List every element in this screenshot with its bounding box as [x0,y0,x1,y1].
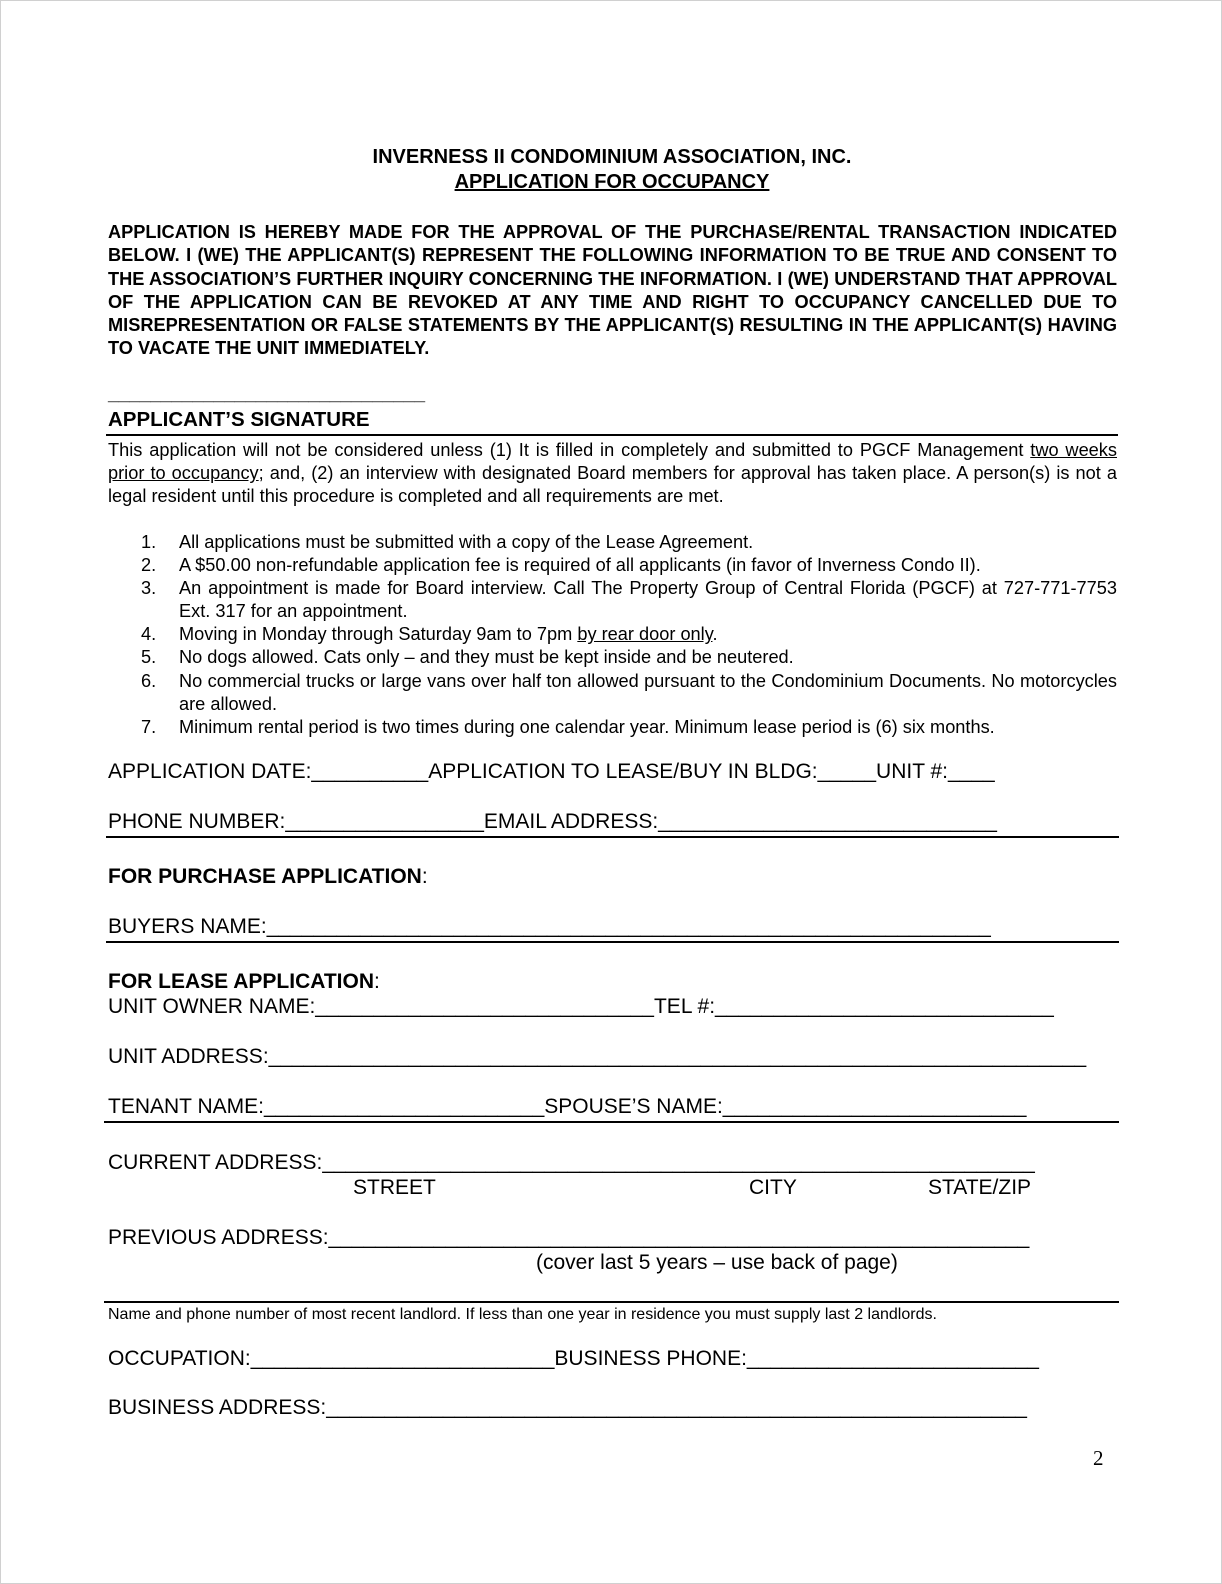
intro-underlined: two weeks prior to occupancy [108,440,1117,484]
lease-heading: FOR LEASE APPLICATION: [108,970,380,993]
buyers-name-field[interactable]: BUYERS NAME:______________________________________________________________ [108,915,991,938]
section-rule [104,1301,1119,1303]
form-title [1,171,1222,194]
list-item: 4. Moving in Monday through Saturday 9am to 7pm by rear door only. [141,624,718,645]
intro-paragraph [108,439,1117,509]
business-address-field[interactable]: BUSINESS ADDRESS:____________________________________________________________ [108,1396,1027,1419]
declaration-paragraph: APPLICATION IS HEREBY MADE FOR THE APPROVAL OF THE PURCHASE/RENTAL TRANSACTION INDICATED BELOW. I (WE) THE APPLICANT(S) REPRESENT THE FOLLOWING INFORMATION TO BE TRUE AND CONSENT TO THE ASSOCIATION’S FURTHER INQUIRY CONCERNING THE INFORMATION. I (WE) UNDERSTAND THAT APPROVAL OF THE APPLICATION CAN BE REVOKED AT ANY TIME AND RIGHT TO OCCUPANCY CANCELLED DUE TO MISREPRESENTATION OR FALSE STATEMENTS BY THE APPLICANT(S) RESULTING IN THE APPLICANT(S) HAVING TO VACATE THE UNIT IMMEDIATELY. [108,222,1117,359]
signature-rule [106,434,1118,436]
signature-blank[interactable]: ______________________________ [108,384,426,405]
list-item: 5. No dogs allowed. Cats only – and they must be kept inside and be neutered. [141,647,794,668]
list-item: 3. An appointment is made for Board interview. Call The Property Group of Central Florida (PGCF) at 727-771-7753 Ext. 317 for an appointment. [141,578,1117,622]
section-rule [104,1121,1119,1123]
intro-part-2: ; and, (2) an interview with designated Board members for approval has taken place. A person(s) is not a legal resident until this procedure is completed and all requirements are met. [108,463,1117,507]
requirements-list [108,531,1117,739]
signature-label: APPLICANT’S SIGNATURE [108,408,370,431]
section-rule [106,941,1119,943]
section-rule [106,836,1119,838]
current-address-field[interactable]: CURRENT ADDRESS:_____________________________________________________________ [108,1151,1035,1174]
previous-address-field[interactable]: PREVIOUS ADDRESS:____________________________________________________________ [108,1226,1030,1249]
list-item: 7. Minimum rental period is two times during one calendar year. Minimum lease period is (6) six months. [141,716,995,737]
form-title-text: APPLICATION FOR OCCUPANCY [454,171,770,193]
landlord-note: Name and phone number of most recent landlord. If less than one year in residence you must supply last 2 landlords. [108,1306,937,1323]
phone-email-field[interactable]: PHONE NUMBER:_________________EMAIL ADDRESS:_____________________________ [108,810,997,833]
page-number: 2 [1093,1446,1104,1470]
purchase-heading: FOR PURCHASE APPLICATION: [108,865,428,888]
organization-name: INVERNESS II CONDOMINIUM ASSOCIATION, INC. [372,146,852,168]
intro-part-1: This application will not be considered unless (1) It is filled in completely and submitted to PGCF Management [108,440,1024,460]
street-label: STREET [353,1176,436,1199]
unit-owner-tel-field[interactable]: UNIT OWNER NAME:_____________________________TEL #:_____________________________ [108,995,1054,1018]
state-zip-label: STATE/ZIP [928,1176,1032,1199]
unit-address-field[interactable]: UNIT ADDRESS:______________________________________________________________________ [108,1045,1087,1068]
city-label: CITY [749,1176,797,1199]
list-item: 1. All applications must be submitted with a copy of the Lease Agreement. [141,532,754,552]
list-item: 6. No commercial trucks or large vans over half ton allowed pursuant to the Condominium Documents. No motorcycles are allowed. [141,670,1117,714]
list-item: 2. A $50.00 non-refundable application fee is required of all applicants (in favor of Inverness Condo II). [141,555,981,576]
occupation-business-phone-field[interactable]: OCCUPATION:__________________________BUSINESS PHONE:_________________________ [108,1347,1039,1370]
previous-address-note: (cover last 5 years – use back of page) [536,1251,898,1274]
application-date-bldg-unit-field[interactable]: APPLICATION DATE:__________APPLICATION TO LEASE/BUY IN BLDG:_____UNIT #:____ [108,760,995,783]
tenant-spouse-field[interactable]: TENANT NAME:________________________SPOUSE’S NAME:__________________________ [108,1095,1027,1118]
